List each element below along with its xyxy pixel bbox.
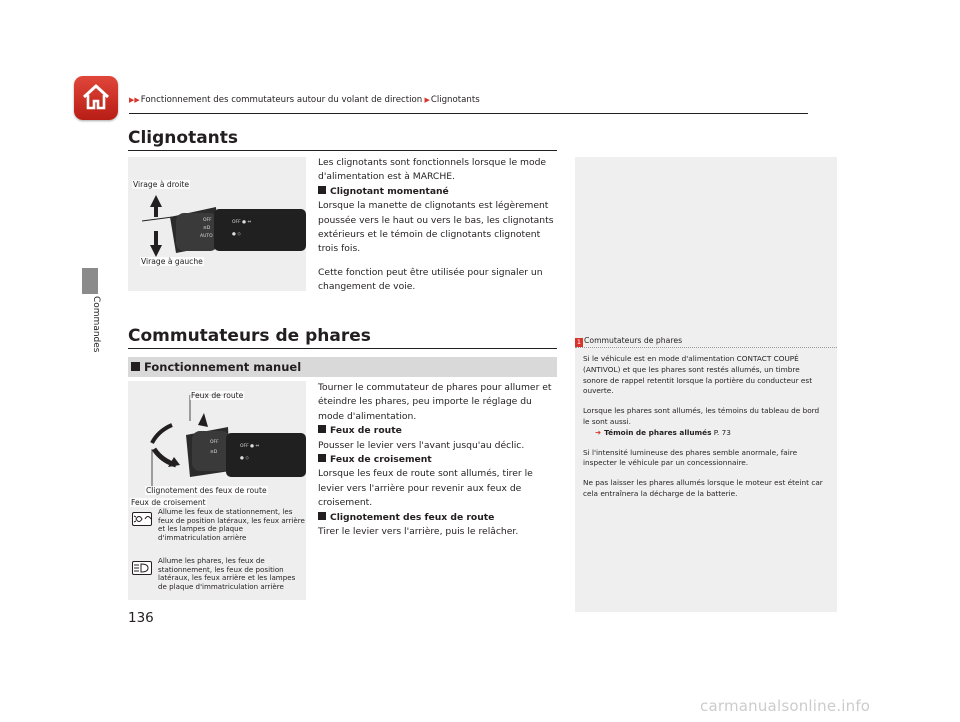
turn-signal-intro: Les clignotants sont fonctionnels lorsque le mode d'alimentation est à MARCHE.	[318, 157, 547, 183]
sidebar-reference-link[interactable]: ➜ Témoin de phares allumés P. 73	[595, 427, 731, 437]
breadcrumb-parent[interactable]: Fonctionnement des commutateurs autour du volant de direction	[140, 95, 423, 105]
section-rule	[128, 348, 557, 349]
label-low-beam: Feux de croisement	[131, 498, 206, 507]
label-right-turn: Virage à droite	[133, 180, 190, 189]
svg-text:● ◇: ● ◇	[240, 456, 249, 461]
label-high-beam: Feux de route	[191, 391, 244, 400]
high-beam-text: Pousser le levier vers l'avant jusqu'au déclic.	[318, 439, 525, 451]
headlight-body	[318, 381, 558, 539]
bullet-square-icon	[318, 454, 326, 462]
chapter-tab[interactable]	[82, 268, 98, 294]
breadcrumb-arrow-icon: ▶	[422, 96, 430, 104]
subheading-momentary: Clignotant momentané	[318, 185, 558, 199]
legend-parking-lights-text: Allume les feux de stationnement, les feux de position latéraux, les feux arrière et les lampes de plaque d'immatriculation arrière	[158, 507, 305, 542]
svg-text:OFF ● ⇔: OFF ● ⇔	[232, 220, 252, 225]
section-title-phares: Commutateurs de phares	[128, 326, 371, 346]
sidebar-para-3: Si l'intensité lumineuse des phares semble anormale, faire inspecter le véhicule par un concessionnaire.	[583, 447, 798, 468]
watermark: carmanualsonline.info	[700, 697, 871, 715]
legend-headlights	[128, 557, 306, 599]
label-left-turn: Virage à gauche	[141, 257, 203, 266]
sidebar-para-2: Lorsque les phares sont allumés, les témoins du tableau de bord le sont aussi.	[583, 406, 820, 426]
low-beam-text: Lorsque les feux de route sont allumés, tirer le levier vers l'arrière pour revenir aux feux de croisement.	[318, 468, 533, 509]
page-number: 136	[128, 610, 154, 626]
section-rule	[128, 150, 557, 151]
svg-text:OFF ● ⇔: OFF ● ⇔	[240, 444, 260, 449]
breadcrumb-arrow-icon: ▶▶	[129, 96, 140, 104]
home-icon	[80, 81, 112, 113]
sidebar-body	[583, 354, 825, 509]
momentary-text: Lorsque la manette de clignotants est légèrement poussée vers le haut ou vers le bas, les clignotants extérieurs et le témoin de clignotants clignotent trois fois.	[318, 200, 554, 255]
headlight-intro: Tourner le commutateur de phares pour allumer et éteindre les phares, peu importe le réglage du mode d'alimentation.	[318, 382, 552, 422]
label-flash-to-pass: Clignotement des feux de route	[146, 486, 267, 495]
lane-change-note: Cette fonction peut être utilisée pour signaler un changement de voie.	[318, 266, 543, 293]
subheading-flash: Clignotement des feux de route	[318, 511, 558, 525]
flash-text: Tirer le levier vers l'arrière, puis le relâcher.	[318, 526, 519, 538]
chapter-label: Commandes	[91, 296, 101, 353]
home-button[interactable]	[74, 76, 118, 120]
svg-text:≡D: ≡D	[203, 226, 211, 231]
header-rule	[129, 113, 808, 114]
bullet-square-icon	[318, 425, 326, 433]
sidebar-para-1: Si le véhicule est en mode d'alimentation CONTACT COUPÉ (ANTIVOL) et que les phares sont restés allumés, un timbre sonore de rappel retentit lorsque la portière du conducteur est ouverte.	[583, 354, 813, 396]
turn-signal-lever-illustration	[128, 157, 306, 291]
svg-text:OFF: OFF	[203, 218, 212, 223]
turn-signal-figure	[128, 157, 306, 291]
bullet-square-icon	[318, 186, 326, 194]
svg-text:≡D: ≡D	[210, 450, 218, 455]
reference-arrow-icon: ➜	[595, 427, 602, 437]
sidebar-rule	[575, 347, 837, 348]
sidebar-heading: 1 Commutateurs de phares	[576, 336, 683, 346]
breadcrumb-current: Clignotants	[430, 95, 480, 105]
section-title-clignotants: Clignotants	[128, 128, 239, 148]
breadcrumb	[129, 95, 480, 105]
bullet-square-icon	[318, 512, 326, 520]
svg-text:● ◇: ● ◇	[232, 232, 241, 237]
legend-headlights-text: Allume les phares, les feux de stationnement, les feux de position latéraux, les feux arrière et les lampes de plaque d'immatriculation arrière	[158, 556, 296, 591]
manual-operation-bar: Fonctionnement manuel	[128, 357, 557, 377]
sidebar-para-4: Ne pas laisser les phares allumés lorsque le moteur est éteint car cela entraînera la décharge de la batterie.	[583, 478, 823, 498]
parking-lights-icon	[132, 512, 152, 526]
headlights-icon	[132, 561, 152, 575]
svg-text:AUTO: AUTO	[200, 234, 213, 239]
bullet-square-icon	[131, 362, 140, 371]
legend-parking-lights	[128, 508, 306, 554]
svg-text:OFF: OFF	[210, 440, 219, 445]
subheading-high-beam: Feux de route	[318, 424, 558, 438]
subheading-low-beam: Feux de croisement	[318, 453, 558, 467]
turn-signal-body	[318, 156, 558, 295]
note-number-badge: 1	[576, 338, 582, 346]
